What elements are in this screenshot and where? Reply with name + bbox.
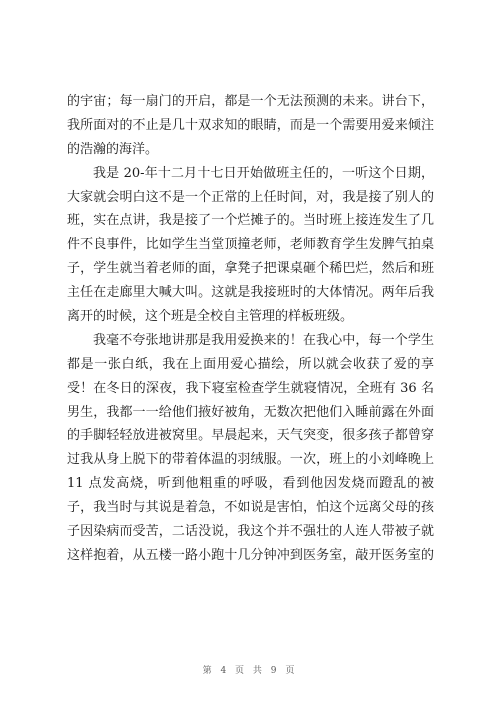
text-line: 过我从身上脱下的带着体温的羽绒服。一次，班上的小刘峰晚上 bbox=[67, 452, 434, 468]
text-line: 子，学生就当着老师的面，拿凳子把课桌砸个稀巴烂，然后和班 bbox=[67, 261, 434, 277]
text-line: 班，实在点讲，我是接了一个烂摊子的。当时班上接连发生了几 bbox=[67, 213, 434, 229]
text-line: 11 点发高烧，听到他粗重的呼吸，看到他因发烧而蹬乱的被 bbox=[67, 476, 434, 492]
text-line: 受！在冬日的深夜，我下寝室检查学生就寝情况，全班有 36 名 bbox=[67, 380, 434, 396]
page-body bbox=[67, 90, 434, 568]
paragraph-2 bbox=[67, 162, 434, 329]
text-line: 子因染病而受苦，二话没说，我这个并不强壮的人连人带被子就 bbox=[67, 524, 434, 540]
text-line: 我所面对的不止是几十双求知的眼睛，而是一个需要用爱来倾注 bbox=[67, 117, 434, 133]
text-line: 的手脚轻轻放进被窝里。早晨起来，天气突变，很多孩子都曾穿 bbox=[67, 428, 434, 444]
text-line: 子，我当时与其说是着急，不如说是害怕，怕这个远离父母的孩 bbox=[67, 500, 434, 516]
text-line: 主任在走廊里大喊大叫。这就是我接班时的大体情况。两年后我 bbox=[67, 285, 434, 301]
page-footer: 第 4 页 共 9 页 bbox=[202, 666, 298, 676]
text-line: 我毫不夸张地讲那是我用爱换来的！在我心中，每一个学生 bbox=[93, 332, 434, 348]
text-line: 离开的时候，这个班是全校自主管理的样板班级。 bbox=[67, 309, 354, 325]
text-line: 的宇宙；每一扇门的开启，都是一个无法预测的未来。讲台下， bbox=[67, 94, 434, 109]
paragraph-1 bbox=[67, 90, 434, 162]
text-line: 男生，我都一一给他们掖好被角，无数次把他们入睡前露在外面 bbox=[67, 404, 434, 420]
paragraph-3 bbox=[67, 329, 434, 568]
text-line: 都是一张白纸，我在上面用爱心描绘，所以就会收获了爱的享 bbox=[67, 356, 434, 372]
text-line: 我是 20-年十二月十七日开始做班主任的，一听这个日期， bbox=[93, 165, 434, 181]
text-line: 的浩瀚的海洋。 bbox=[67, 141, 159, 157]
text-line: 这样抱着，从五楼一路小跑十几分钟冲到医务室，敲开医务室的 bbox=[67, 547, 434, 563]
text-line: 件不良事件，比如学生当堂顶撞老师，老师教育学生发脾气拍桌 bbox=[67, 237, 434, 253]
text-line: 大家就会明白这不是一个正常的上任时间，对，我是接了别人的 bbox=[67, 189, 434, 205]
